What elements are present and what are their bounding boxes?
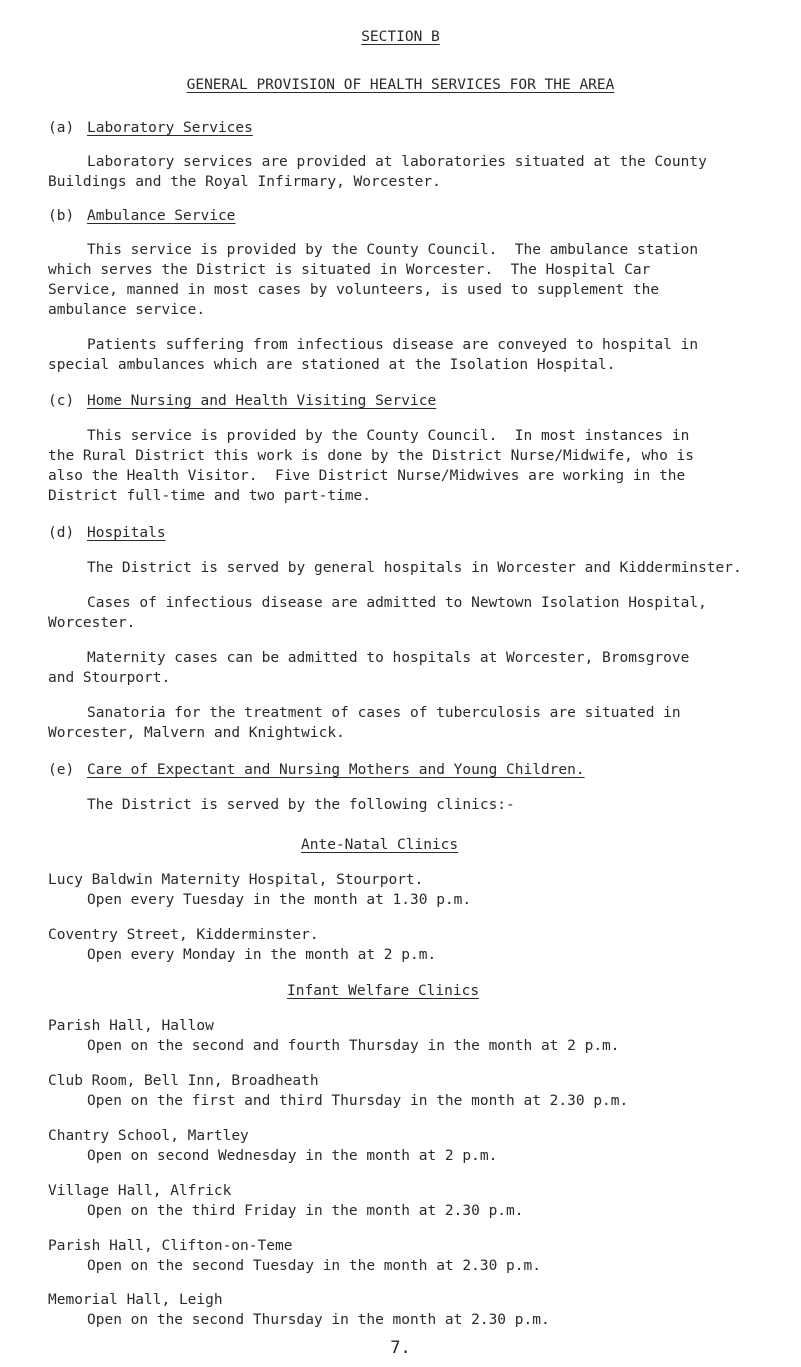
section-title: SECTION B [361,29,440,45]
clinic-place: Parish Hall, Clifton-on-Teme [48,1238,293,1254]
section-a-heading: Laboratory Services [87,120,253,136]
clinics-intro: The District is served by the following clinics:- [87,797,515,813]
text-line: Worcester. [48,615,136,631]
text-line: Patients suffering from infectious disease are conveyed to hospital in [87,337,699,353]
clinic-time: Open every Tuesday in the month at 1.30 p.m. [87,892,472,908]
section-e-heading: Care of Expectant and Nursing Mothers and Young Children. [87,762,585,778]
clinic-time: Open on the second and fourth Thursday in the month at 2 p.m. [87,1038,620,1054]
antenatal-heading: Ante-Natal Clinics [301,837,459,853]
text-line: District full-time and two part-time. [48,488,372,504]
text-line: ambulance service. [48,302,206,318]
clinic-time: Open on the second Tuesday in the month at 2.30 p.m. [87,1258,541,1274]
section-c-heading: Home Nursing and Health Visiting Service [87,393,437,409]
clinic-place: Coventry Street, Kidderminster. [48,927,319,943]
clinic-time: Open on the third Friday in the month at 2.30 p.m. [87,1203,524,1219]
text-line: the Rural District this work is done by the District Nurse/Midwife, who is [48,448,695,464]
text-line: Service, manned in most cases by volunteers, is used to supplement the [48,282,660,298]
welfare-heading: Infant Welfare Clinics [287,983,480,999]
section-d-marker: (d) [48,525,75,541]
text-line: This service is provided by the County Council. In most instances in [87,428,690,444]
text-line: also the Health Visitor. Five District Nurse/Midwives are working in the [48,468,686,484]
page-number: 7. [390,1338,411,1358]
clinic-place: Chantry School, Martley [48,1128,249,1144]
text-line: special ambulances which are stationed at the Isolation Hospital. [48,357,616,373]
clinic-place: Memorial Hall, Leigh [48,1292,223,1308]
section-a-marker: (a) [48,120,75,136]
section-c-marker: (c) [48,393,75,409]
text-line: and Stourport. [48,670,171,686]
text-line: Maternity cases can be admitted to hospitals at Worcester, Bromsgrove [87,650,690,666]
section-e-marker: (e) [48,762,75,778]
clinic-time: Open on the first and third Thursday in the month at 2.30 p.m. [87,1093,629,1109]
text-line: Sanatoria for the treatment of cases of tuberculosis are situated in [87,705,681,721]
clinic-place: Club Room, Bell Inn, Broadheath [48,1073,319,1089]
section-d-heading: Hospitals [87,525,166,541]
main-title: GENERAL PROVISION OF HEALTH SERVICES FOR THE AREA [186,77,615,93]
text-line: This service is provided by the County Council. The ambulance station [87,242,699,258]
clinic-place: Parish Hall, Hallow [48,1018,214,1034]
text-line: Buildings and the Royal Infirmary, Worcester. [48,174,441,190]
clinic-place: Village Hall, Alfrick [48,1183,232,1199]
clinic-place: Lucy Baldwin Maternity Hospital, Stourport. [48,872,424,888]
clinic-time: Open on second Wednesday in the month at 2 p.m. [87,1148,498,1164]
section-b-heading: Ambulance Service [87,208,236,224]
text-line: which serves the District is situated in Worcester. The Hospital Car [48,262,651,278]
section-b-marker: (b) [48,208,75,224]
text-line: Cases of infectious disease are admitted to Newtown Isolation Hospital, [87,595,707,611]
clinic-time: Open every Monday in the month at 2 p.m. [87,947,437,963]
clinic-time: Open on the second Thursday in the month at 2.30 p.m. [87,1312,550,1328]
text-line: Laboratory services are provided at laboratories situated at the County [87,154,707,170]
text-line: Worcester, Malvern and Knightwick. [48,725,345,741]
text-line: The District is served by general hospitals in Worcester and Kidderminster. [87,560,742,576]
